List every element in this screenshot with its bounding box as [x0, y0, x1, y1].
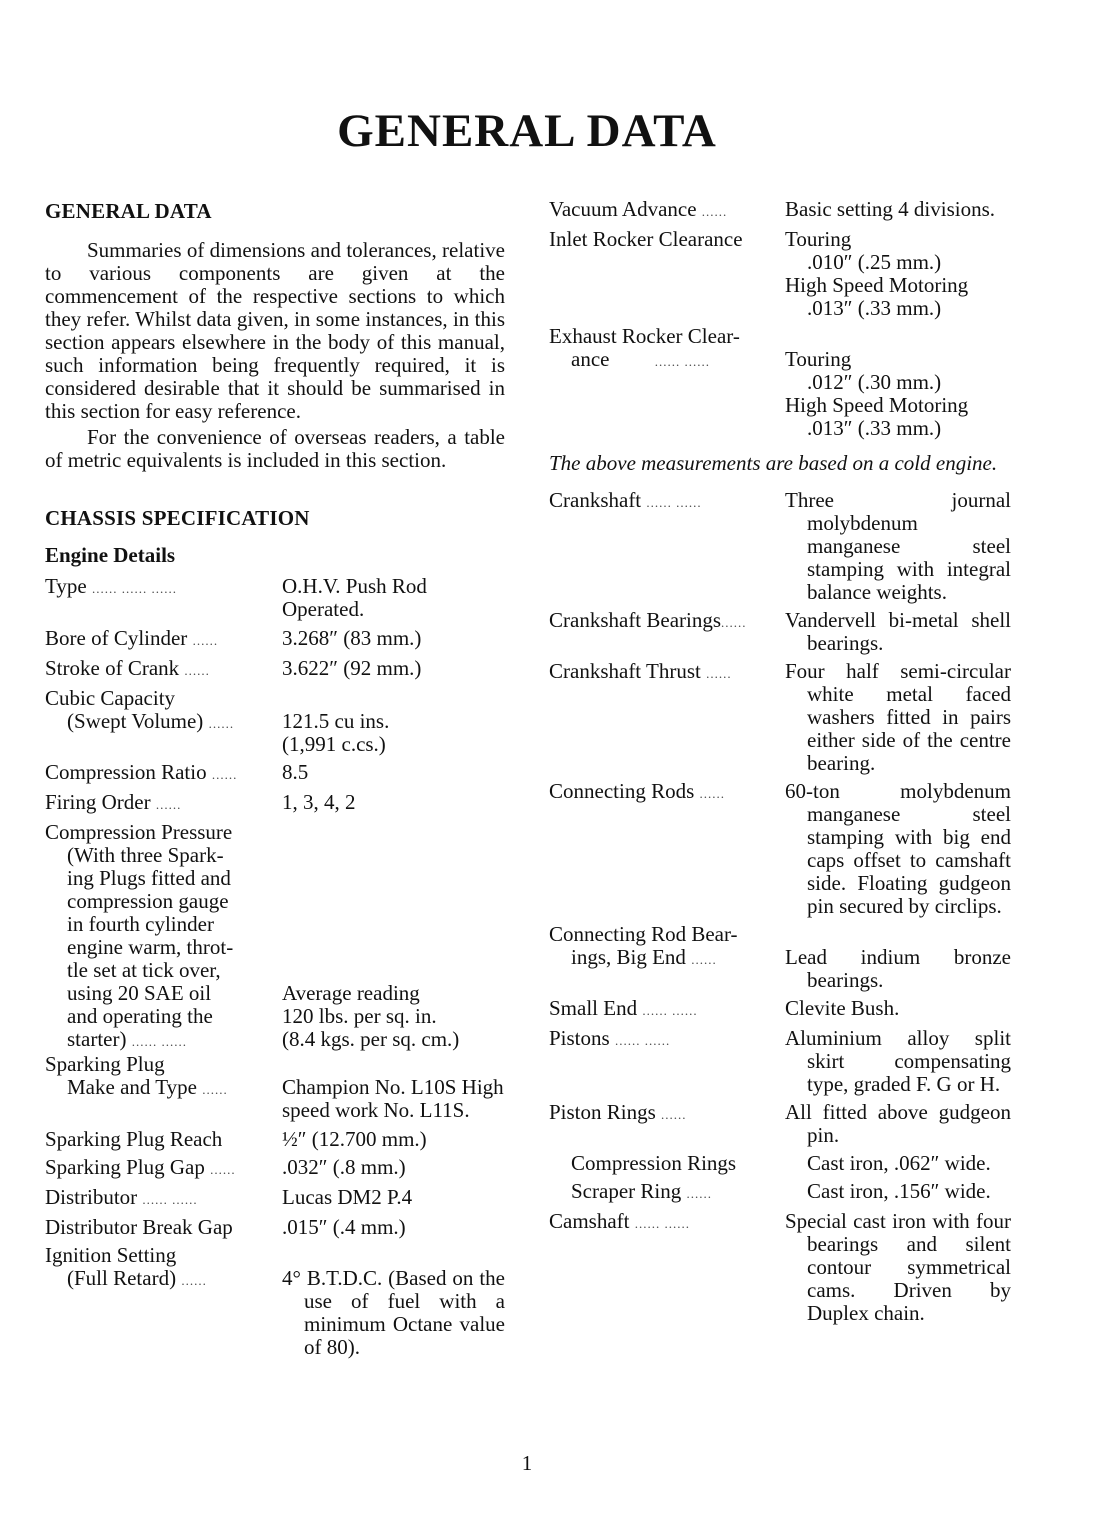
- leader-dots: ......: [686, 1186, 712, 1201]
- spec-row-crank-thrust: [549, 660, 1011, 775]
- spec-value: O.H.V. Push Rod Operated.: [282, 574, 427, 621]
- spec-label: Compression Ratio: [45, 760, 207, 784]
- leader-dots: ......: [155, 797, 182, 812]
- spec-row-piston-rings: [549, 1101, 1011, 1147]
- spec-value: 1, 3, 4, 2: [282, 790, 356, 814]
- spec-value: 121.5 cu ins.: [282, 709, 390, 733]
- spec-value: Touring: [785, 347, 852, 371]
- leader-dots: ...... ......: [646, 495, 702, 510]
- spec-value: High Speed Motoring: [785, 393, 969, 417]
- spec-row-camshaft: [549, 1210, 1011, 1325]
- spec-row-compression-rings: [549, 1152, 1011, 1175]
- spec-label: Compression Pressure: [45, 820, 233, 844]
- spec-row-crankshaft: [549, 489, 1011, 604]
- spec-value: (8.4 kgs. per sq. cm.): [282, 1027, 460, 1051]
- leader-dots: ...... ......: [614, 1033, 671, 1048]
- spec-label-continued: (Full Retard): [67, 1266, 177, 1290]
- spec-row-pistons: [549, 1027, 1011, 1096]
- spec-label-continued: Make and Type: [67, 1075, 197, 1099]
- note-line: and operating the: [67, 1004, 213, 1028]
- spec-label: Ignition Setting: [45, 1243, 177, 1267]
- cold-engine-note: The above measurements are based on a cold engine.: [549, 451, 998, 475]
- spec-row-inlet-rocker: [549, 228, 1011, 320]
- leader-dots: ......: [202, 1082, 228, 1097]
- intro-paragraph-2: For the convenience of overseas readers, a table of metric equivalents is included in this section.: [45, 425, 505, 472]
- note-line: ing Plugs fitted and: [67, 866, 231, 890]
- spec-label: Inlet Rocker Clearance: [549, 227, 743, 251]
- spec-value: All fitted above gudgeon pin.: [785, 1100, 1011, 1147]
- spec-label: Scraper Ring: [571, 1179, 682, 1203]
- spec-value: Special cast iron with four bearings and silent contour symmetrical cams. Driven by Duplex chain.: [785, 1209, 1011, 1325]
- leader-dots: ......: [706, 666, 732, 681]
- spec-value: 60-ton molybdenum manganese steel stamping with big end caps offset to camshaft side. Floating gudgeon pin secured by circlips.: [785, 779, 1011, 918]
- page-number: 1: [521, 1451, 533, 1475]
- spec-label: Connecting Rods: [549, 779, 695, 803]
- spec-value: High Speed Motoring: [785, 273, 969, 297]
- subheading-engine-details: Engine Details: [45, 543, 176, 567]
- spec-value: Cast iron, .062″ wide.: [807, 1151, 991, 1175]
- leader-dots: ......: [208, 716, 235, 731]
- page-title: GENERAL DATA: [337, 105, 717, 157]
- spec-label: Bore of Cylinder: [45, 626, 188, 650]
- note-line: tle set at tick over,: [67, 958, 221, 982]
- spec-label: Distributor Break Gap: [45, 1215, 233, 1239]
- spec-row-vacuum-advance: [549, 198, 1011, 223]
- leader-dots: ......: [211, 767, 238, 782]
- spec-value: 120 lbs. per sq. in.: [282, 1004, 437, 1028]
- spec-value: Cast iron, .156″ wide.: [807, 1179, 991, 1203]
- spec-value: Aluminium alloy split skirt compensating type, graded F. G or H.: [785, 1026, 1011, 1096]
- spec-row-plug-gap: [45, 1156, 505, 1181]
- spec-label: Sparking Plug Gap: [45, 1155, 205, 1179]
- spec-row-ignition: [45, 1244, 505, 1359]
- intro-paragraph-1: Summaries of dimensions and tolerances, relative to various components are given at the commencement of the respective sections to which they refer. Whilst data given, in some instances, in this section appears elsewhere in the body of this manual, such information being frequently required, it is considered desirable that it should be summarised in this section for easy reference.: [45, 238, 505, 423]
- spec-row-break-gap: [45, 1216, 505, 1239]
- spec-value: Four half semi-circular white metal faced washers fitted in pairs either side of the centre bearing.: [785, 659, 1011, 775]
- spec-label: Camshaft: [549, 1209, 630, 1233]
- spec-value: 4° B.T.D.C. (Based on the use of fuel with a minimum Octane value of 80).: [282, 1266, 505, 1359]
- spec-value: (1,991 c.cs.): [282, 732, 386, 756]
- spec-row-small-end: [549, 997, 1011, 1022]
- spec-row-stroke: [45, 657, 505, 682]
- left-column: [45, 200, 505, 1359]
- spec-row-type: [45, 575, 505, 621]
- spec-value: Basic setting 4 divisions.: [785, 197, 995, 221]
- spec-row-exhaust-rocker: [549, 325, 1011, 440]
- spec-label: Pistons: [549, 1026, 610, 1050]
- spec-label: Sparking Plug Reach: [45, 1127, 223, 1151]
- spec-value: 3.622″ (92 mm.): [282, 656, 422, 680]
- spec-label: Crankshaft Thrust: [549, 659, 701, 683]
- spec-label: Stroke of Crank: [45, 656, 180, 680]
- note-line: engine warm, throt-: [67, 935, 234, 959]
- spec-row-scraper-ring: [549, 1180, 1011, 1205]
- spec-row-conrod-bearings: [549, 923, 1011, 992]
- spec-value: Lucas DM2 P.4: [282, 1185, 413, 1209]
- section-heading-chassis: CHASSIS SPECIFICATION: [45, 506, 310, 530]
- leader-dots: ......: [721, 615, 747, 630]
- leader-dots: ......: [181, 1273, 207, 1288]
- spec-value: .032″ (.8 mm.): [282, 1155, 406, 1179]
- spec-value: Champion No. L10S High speed work No. L11S.: [282, 1075, 504, 1122]
- spec-value: .010″ (.25 mm.): [807, 250, 942, 274]
- note-line: using 20 SAE oil: [67, 981, 212, 1005]
- spec-row-capacity: [45, 687, 505, 756]
- leader-dots: ......: [691, 952, 717, 967]
- spec-label-continued: ance: [571, 347, 610, 371]
- note-line: in fourth cylinder: [67, 912, 214, 936]
- leader-dots: ...... ......: [634, 1216, 690, 1231]
- note-line: starter): [67, 1027, 127, 1051]
- spec-value: Average reading: [282, 981, 420, 1005]
- spec-value: .013″ (.33 mm.): [807, 416, 942, 440]
- spec-value: Touring: [785, 227, 852, 251]
- spec-row-connecting-rods: [549, 780, 1011, 918]
- leader-dots: ...... ......: [654, 354, 710, 369]
- spec-label-continued: (Swept Volume): [67, 709, 204, 733]
- note-line: compression gauge: [67, 889, 229, 913]
- leader-dots: ...... ......: [142, 1192, 198, 1207]
- spec-value: .012″ (.30 mm.): [807, 370, 942, 394]
- spec-value: ½″ (12.700 mm.): [282, 1127, 427, 1151]
- leader-dots: ......: [192, 633, 219, 648]
- spec-value: Lead indium bronze bearings.: [785, 945, 1011, 992]
- spec-label: Connecting Rod Bear-: [549, 922, 738, 946]
- spec-value: Clevite Bush.: [785, 996, 900, 1020]
- right-column: [549, 198, 1011, 1325]
- leader-dots: ......: [699, 786, 725, 801]
- leader-dots: ......: [661, 1107, 687, 1122]
- spec-value: .013″ (.33 mm.): [807, 296, 942, 320]
- spec-row-distributor: [45, 1186, 505, 1211]
- spec-label: Small End: [549, 996, 638, 1020]
- spec-value: Vandervell bi-metal shell bearings.: [785, 608, 1011, 655]
- spec-label: Compression Rings: [571, 1151, 737, 1175]
- spec-label: Crankshaft Bearings: [549, 608, 722, 632]
- section-heading-general-data: GENERAL DATA: [45, 199, 212, 223]
- spec-note: [45, 844, 282, 1053]
- spec-row-firing-order: [45, 791, 505, 816]
- spec-row-plug-reach: [45, 1128, 505, 1151]
- spec-label: Distributor: [45, 1185, 138, 1209]
- spec-value: .015″ (.4 mm.): [282, 1215, 406, 1239]
- leader-dots: ...... ...... ......: [91, 581, 177, 596]
- leader-dots: ......: [701, 204, 728, 219]
- leader-dots: ......: [184, 663, 210, 678]
- spec-value: 3.268″ (83 mm.): [282, 626, 422, 650]
- note-line: (With three Spark-: [67, 843, 224, 867]
- spec-label-continued: ings, Big End: [571, 945, 686, 969]
- spec-label: Piston Rings: [549, 1100, 656, 1124]
- spec-row-bore: [45, 627, 505, 652]
- spec-label: Firing Order: [45, 790, 151, 814]
- leader-dots: ...... ......: [642, 1003, 698, 1018]
- spec-label: Type: [45, 574, 87, 598]
- spec-row-compression-ratio: [45, 761, 505, 786]
- spec-label: Sparking Plug: [45, 1052, 165, 1076]
- spec-label: Crankshaft: [549, 488, 642, 512]
- leader-dots: ......: [210, 1162, 236, 1177]
- spec-value: 8.5: [282, 760, 309, 784]
- leader-dots: ...... ......: [131, 1034, 187, 1049]
- spec-value: Three journal molybdenum manganese steel stamping with integral balance weights.: [785, 488, 1011, 604]
- spec-label: Cubic Capacity: [45, 686, 176, 710]
- spec-row-sparking-plug: [45, 1053, 505, 1122]
- spec-label: Vacuum Advance: [549, 197, 697, 221]
- spec-row-compression-pressure: [45, 821, 505, 1053]
- spec-label: Exhaust Rocker Clear-: [549, 324, 740, 348]
- spec-row-crank-bearings: [549, 609, 1011, 655]
